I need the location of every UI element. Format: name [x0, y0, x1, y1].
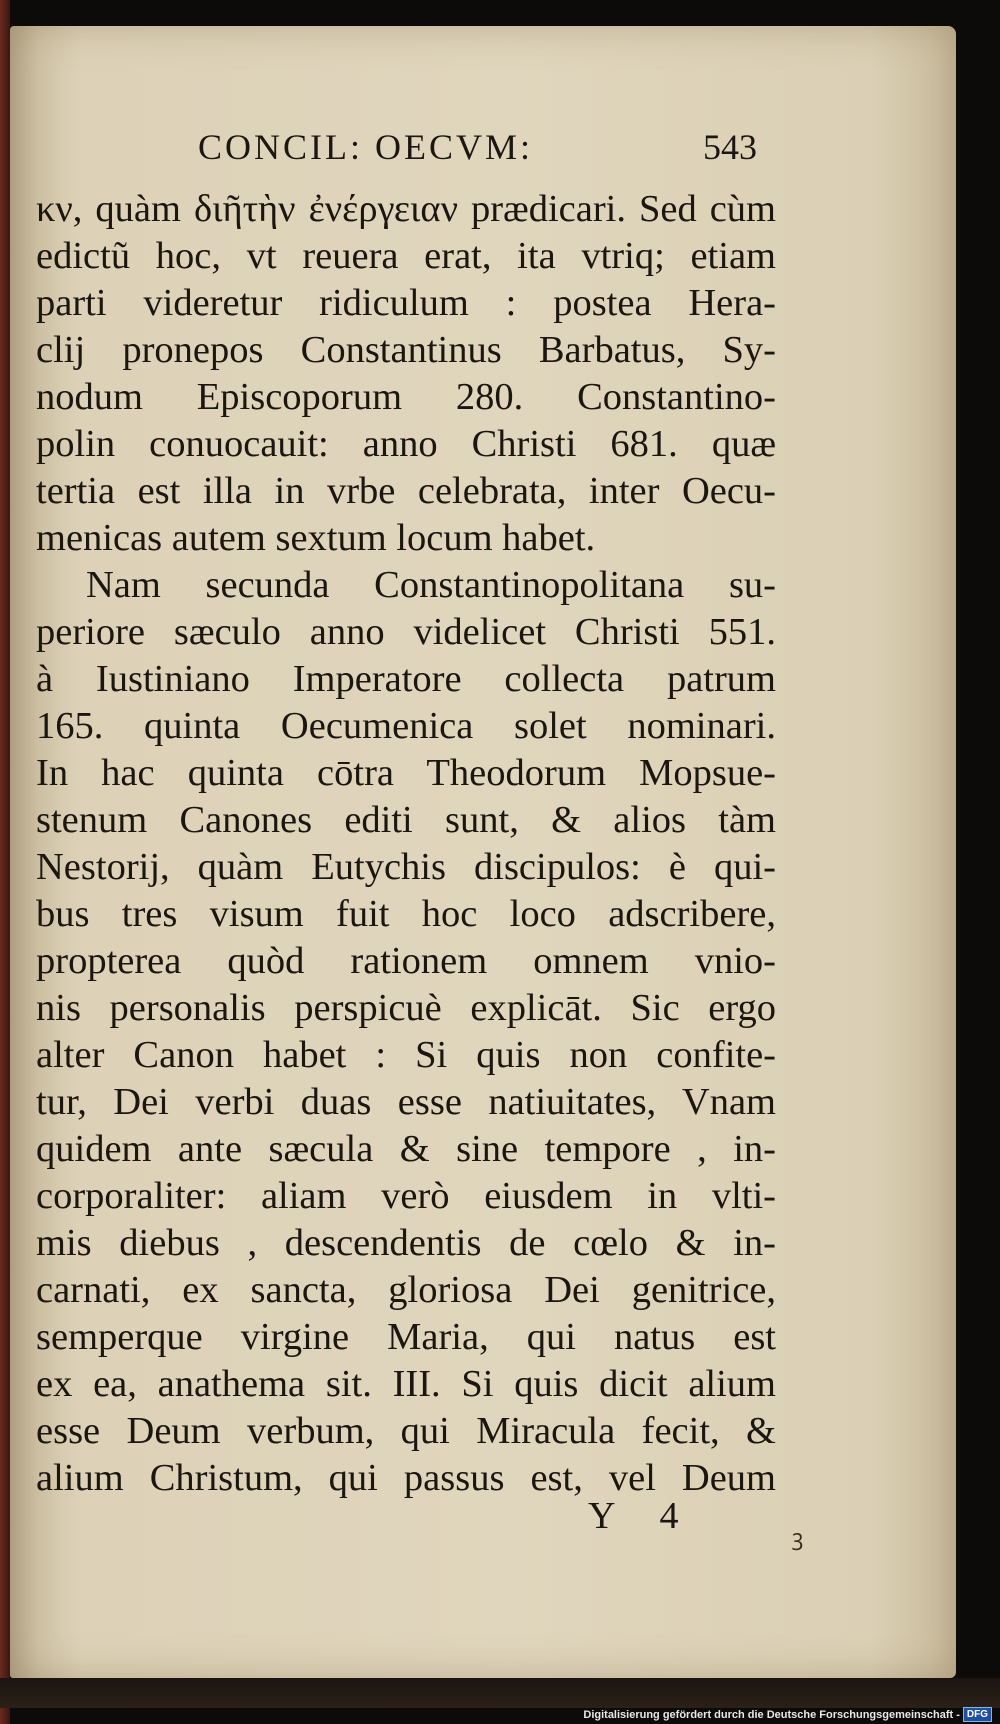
book-page: [10, 26, 956, 1678]
text-line: κν, quàm διῆτὴν ἐνέργειαν prædicari. Sed cùm: [36, 188, 776, 230]
text-line: menicas autem sextum locum habet.: [36, 517, 596, 559]
text-line: corporaliter: aliam verò eiusdem in vlti-: [36, 1175, 776, 1217]
digitization-credit: [583, 1707, 992, 1722]
paragraph-start-line: Nam secunda Constantinopolitana su-: [86, 564, 776, 606]
running-head: CONCIL: OECVM:: [198, 127, 534, 167]
text-line: nodum Episcoporum 280. Constantino-: [36, 376, 776, 418]
dfg-logo: DFG: [963, 1707, 992, 1722]
text-line: periore sæculo anno videlicet Christi 551.: [36, 611, 776, 653]
text-line: alter Canon habet : Si quis non confite-: [36, 1034, 776, 1076]
text-line: In hac quinta cōtra Theodorum Mopsue-: [36, 752, 776, 794]
text-line: nis personalis perspicuè explicāt. Sic ergo: [36, 987, 776, 1029]
credit-text: Digitalisierung gefördert durch die Deutsche Forschungsgemeinschaft -: [583, 1708, 960, 1721]
text-line: stenum Canones editi sunt, & alios tàm: [36, 799, 776, 841]
text-line: clij pronepos Constantinus Barbatus, Sy-: [36, 329, 776, 371]
text-line: parti videretur ridiculum : postea Hera-: [36, 282, 776, 324]
text-line: esse Deum verbum, qui Miracula fecit, &: [36, 1410, 776, 1452]
text-line: Nestorij, quàm Eutychis discipulos: è qui-: [36, 846, 776, 888]
text-line: propterea quòd rationem omnem vnio-: [36, 940, 776, 982]
catchword-mark: ꝫ: [792, 1525, 804, 1550]
text-line: polin conuocauit: anno Christi 681. quæ: [36, 423, 776, 465]
page-number: 543: [703, 127, 757, 167]
text-line: edictũ hoc, vt reuera erat, ita vtriq; etiam: [36, 235, 776, 277]
signature-mark: Y 4: [588, 1495, 697, 1537]
body-text: [36, 186, 776, 1502]
text-line: ex ea, anathema sit. III. Si quis dicit alium: [36, 1363, 776, 1405]
text-line: tur, Dei verbi duas esse natiuitates, Vnam: [36, 1081, 776, 1123]
text-line: à Iustiniano Imperatore collecta patrum: [36, 658, 776, 700]
text-line: tertia est illa in vrbe celebrata, inter Oecu-: [36, 470, 776, 512]
page-bottom-edge: [0, 1678, 1000, 1708]
text-line: bus tres visum fuit hoc loco adscribere,: [36, 893, 776, 935]
text-line: carnati, ex sancta, gloriosa Dei genitrice,: [36, 1269, 776, 1311]
text-line: mis diebus , descendentis de cœlo & in-: [36, 1222, 776, 1264]
text-line: 165. quinta Oecumenica solet nominari.: [36, 705, 776, 747]
book-spine-edge: [0, 0, 10, 1724]
text-line: quidem ante sæcula & sine tempore , in-: [36, 1128, 776, 1170]
text-line: alium Christum, qui passus est, vel Deum: [36, 1457, 776, 1499]
text-line: semperque virgine Maria, qui natus est: [36, 1316, 776, 1358]
